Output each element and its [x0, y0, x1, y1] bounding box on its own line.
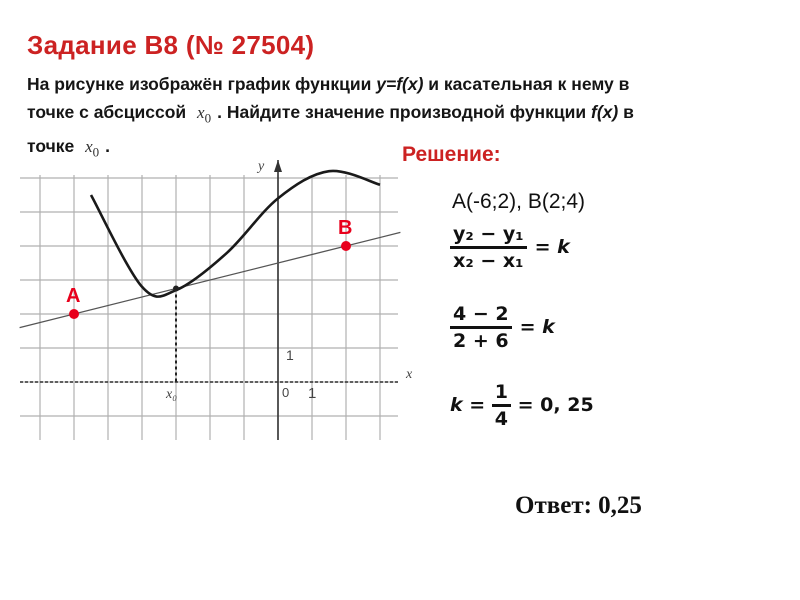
slope-fraction	[450, 222, 527, 273]
result-value: = 0, 25	[511, 394, 594, 417]
answer: Ответ: 0,25	[515, 492, 642, 519]
problem-text-4: в точке	[27, 102, 634, 157]
y-axis-arrow	[274, 160, 282, 172]
task-title: Задание B8 (№ 27504)	[27, 30, 315, 60]
result-denominator: 4	[494, 407, 509, 430]
derivative-function-notation: f(x)	[591, 102, 619, 122]
x0-axis-label: x₀	[166, 387, 178, 402]
x0-symbol: $x_0$	[197, 103, 212, 126]
k-variable: k	[542, 316, 555, 339]
problem-text-2: и касательная к нему в точке с абсциссой	[27, 74, 630, 122]
points-coordinates: А(-6;2), В(2;4)	[452, 190, 586, 213]
substituted-numerator: 4 − 2	[453, 303, 509, 325]
substituted-formula	[450, 302, 555, 353]
x-axis-label: x	[406, 367, 413, 382]
y-axis-label: y	[258, 159, 265, 174]
x0-symbol-2: $x_0$	[85, 137, 100, 160]
result-fraction	[492, 380, 511, 431]
equals-sign: =	[534, 236, 558, 259]
tick-one-x: 1	[308, 385, 317, 402]
problem-text-5: .	[105, 136, 111, 157]
slope-denominator: x₂ − x₁	[453, 249, 524, 272]
grid	[20, 175, 398, 440]
equals-sign: =	[462, 394, 492, 417]
k-variable: k	[450, 394, 463, 417]
tick-one-y: 1	[286, 347, 294, 363]
function-curve	[91, 171, 380, 297]
substituted-denominator: 2 + 6	[453, 329, 509, 352]
result-numerator: 1	[494, 381, 509, 403]
point-a	[69, 309, 79, 319]
equals-sign: =	[519, 316, 543, 339]
problem-text-3: . Найдите значение производной функции	[217, 102, 592, 122]
substituted-fraction	[450, 302, 512, 353]
result-formula	[450, 380, 594, 431]
function-notation: y=f(x)	[376, 74, 424, 94]
k-variable: k	[557, 236, 570, 259]
slope-numerator: y₂ − y₁	[453, 223, 524, 245]
slope-formula	[450, 222, 570, 273]
solution-heading: Решение:	[402, 143, 501, 166]
origin-label: 0	[282, 385, 290, 400]
point-a-label: A	[66, 285, 81, 307]
point-b-label: B	[338, 217, 353, 239]
problem-text-1: На рисунке изображён график функции	[27, 74, 377, 94]
point-b	[341, 241, 351, 251]
tangency-point	[173, 286, 179, 292]
